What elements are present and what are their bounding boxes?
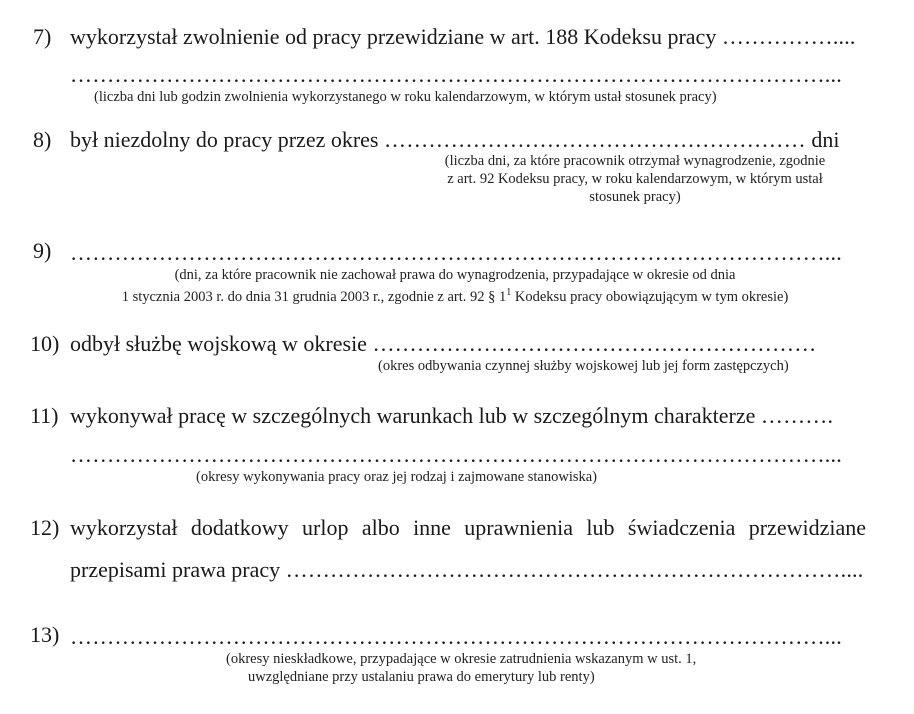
- field-note: [226, 650, 696, 686]
- fill-in-field[interactable]: …………………………………………………………………………………………...: [70, 62, 842, 87]
- item-text: [70, 331, 816, 357]
- fill-in-field[interactable]: …………………………………………………………………………………………...: [70, 442, 842, 467]
- note-line: z art. 92 Kodeksu pracy, w roku kalendarzowym, w którym ustał: [447, 171, 823, 187]
- field-note: (okresy wykonywania pracy oraz jej rodzaj i zajmowane stanowiska): [196, 469, 598, 485]
- note-line: (okresy nieskładkowe, przypadające w okresie zatrudnienia wskazanym w ust. 1,: [226, 651, 697, 667]
- field-note: (okres odbywania czynnej służby wojskowej lub jej form zastępczych): [378, 358, 789, 374]
- note-line: uwzględniane przy ustalaniu prawa do emerytury lub renty): [248, 669, 595, 685]
- fill-in-field[interactable]: …………………………………………………: [384, 127, 806, 152]
- item-label: odbył służbę wojskową w okresie: [70, 331, 367, 356]
- item-text: [70, 24, 856, 50]
- fill-in-field[interactable]: ……………....: [721, 24, 856, 49]
- item-number: 13): [30, 622, 60, 647]
- field-note: (liczba dni lub godzin zwolnienia wykorzystanego w roku kalendarzowym, w którym ustał stosunek pracy): [94, 89, 717, 105]
- item-label: wykorzystał dodatkowy urlop albo inne uprawnienia lub świadczenia przewidziane: [70, 515, 866, 540]
- fill-in-field[interactable]: ……….: [760, 403, 834, 428]
- note-line: stosunek pracy): [589, 189, 681, 205]
- item-number: 11): [30, 403, 59, 428]
- item-number: 7): [33, 24, 52, 49]
- item-number: 8): [33, 127, 52, 152]
- item-number: 12): [30, 515, 60, 540]
- note-text: 1 stycznia 2003 r. do dnia 31 grudnia 2003 r., zgodnie z art. 92 § 1: [121, 289, 507, 305]
- fill-in-field[interactable]: …………………………………………………………………………………………...: [70, 240, 842, 265]
- unit-label: dni: [811, 127, 840, 152]
- note-line: (liczba dni, za które pracownik otrzymał wynagrodzenie, zgodnie: [444, 153, 826, 169]
- field-note: [40, 266, 870, 306]
- fill-in-field[interactable]: …………………………………………………………………………………………...: [70, 624, 842, 649]
- item-text: [70, 557, 863, 583]
- superscript: 1: [506, 287, 512, 298]
- item-label: przepisami prawa pracy: [70, 557, 281, 582]
- item-label: był niezdolny do pracy przez okres: [70, 127, 379, 152]
- note-line: (dni, za które pracownik nie zachował prawa do wynagrodzenia, przypadające w okresie od dnia: [174, 267, 736, 283]
- item-text: [70, 403, 833, 429]
- fill-in-field[interactable]: …………………………………………………………………....: [285, 557, 864, 582]
- field-note: [406, 152, 864, 206]
- note-line: [40, 284, 870, 306]
- item-label: wykorzystał zwolnienie od pracy przewidziane w art. 188 Kodeksu pracy: [70, 24, 717, 49]
- item-text: [70, 127, 839, 153]
- item-number: 9): [33, 238, 52, 263]
- item-label: wykonywał pracę w szczególnych warunkach lub w szczególnym charakterze: [70, 403, 756, 428]
- item-number: 10): [30, 331, 60, 356]
- note-text: Kodeksu pracy obowiązującym w tym okresie): [511, 289, 789, 305]
- fill-in-field[interactable]: ……………………………………………………: [372, 331, 817, 356]
